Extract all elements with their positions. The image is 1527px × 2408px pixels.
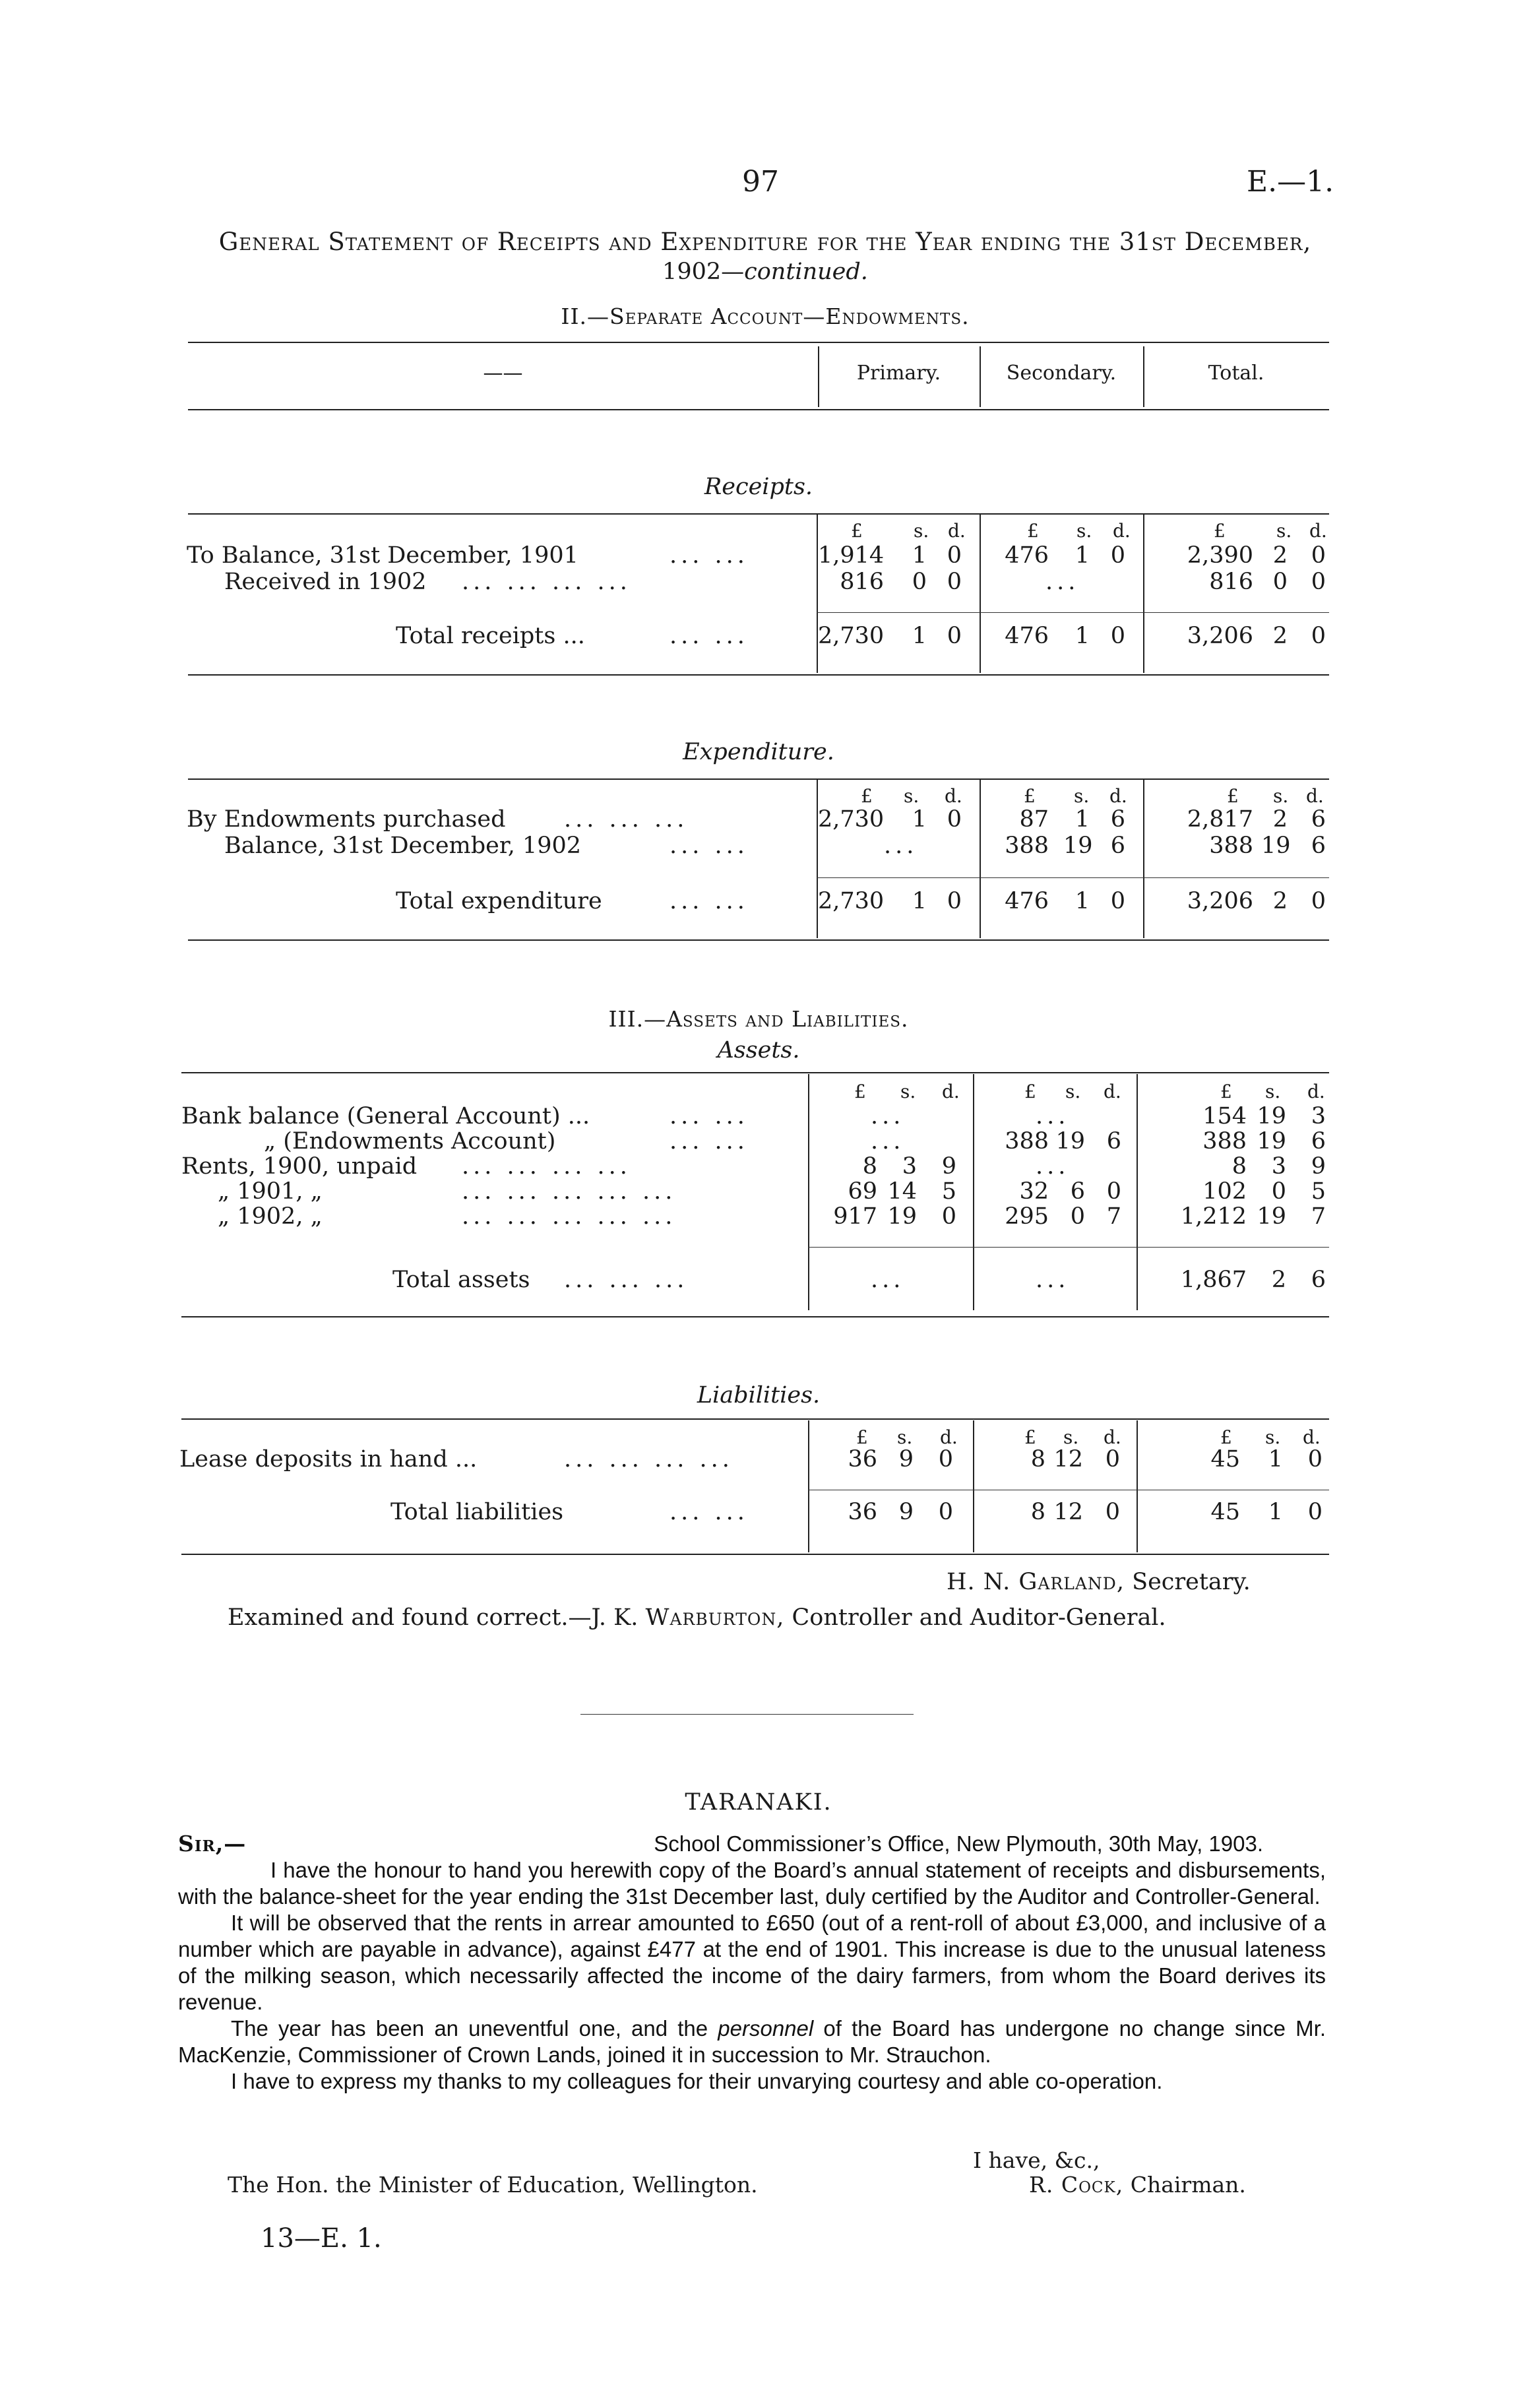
letter-paragraph-4: I have to express my thanks to my colleagues for their unvarying courtesy and able co-operation. — [231, 2069, 1163, 2093]
table-row-total: Total receipts ... ... ... 2,730 1 0 476 1 0 3,206 2 0 — [396, 623, 1326, 649]
expenditure-heading: Expenditure. — [683, 739, 834, 765]
table-row: Bank balance (General Account) ... ... ... ... ... 154 19 3 — [181, 1103, 1326, 1129]
expenditure-money-heads: £ s. d. £ s. d. £ s. d. — [861, 785, 1324, 807]
title-continued: continued. — [744, 259, 868, 285]
section-subtitle: II.—Separate Account—Endowments. — [561, 303, 970, 329]
letter-paragraph-3: The year has been an uneventful one, and the personnel of the Board has undergone no change since Mr. MacKenzie, Commissioner of Crown Lands, joined it in succession to Mr. Strauchon. — [178, 2016, 1326, 2067]
page-number: 97 — [742, 165, 779, 199]
statement-title — [171, 228, 1359, 256]
column-header-blank: —— — [483, 362, 523, 385]
table-row: Received in 1902 ... ... ... ... 816 0 0 ... 816 0 0 — [224, 569, 1326, 595]
table-row-total: Total expenditure ... ... 2,730 1 0 476 1 0 3,206 2 0 — [396, 888, 1326, 914]
column-header-total: Total. — [1208, 362, 1264, 385]
column-header-primary: Primary. — [856, 362, 941, 385]
examined-statement: Examined and found correct.—J. K. Warburton, Controller and Auditor-General. — [228, 1604, 1166, 1631]
section-divider — [580, 1714, 914, 1715]
statement-title-line1: General Statement of Receipts and Expenditure for the Year ending the 31st December, — [218, 228, 1312, 256]
statement-title-line2 — [171, 259, 1359, 285]
chairman-signature: R. Cock, Chairman. — [1029, 2172, 1246, 2198]
letter-heading: TARANAKI. — [685, 1789, 832, 1816]
assets-heading: Assets. — [717, 1037, 800, 1063]
letter-salutation-line — [178, 1831, 1326, 1857]
letter-addressee: The Hon. the Minister of Education, Wellington. — [228, 2172, 758, 2198]
letter-body — [178, 1831, 1326, 2095]
table-row: „ (Endowments Account) ... ... ... 388 19 6 388 19 6 — [264, 1128, 1326, 1155]
footer-mark: 13—E. 1. — [261, 2223, 382, 2254]
letter-address: School Commissioner’s Office, New Plymouth, 30th May, 1903. — [654, 1831, 1263, 1856]
liabilities-money-heads: £ s. d. £ s. d. £ s. d. — [856, 1426, 1321, 1448]
assets-liabilities-heading: III.—Assets and Liabilities. — [608, 1006, 909, 1032]
assets-money-heads: £ s. d. £ s. d. £ s. d. — [854, 1081, 1325, 1102]
table-row: Rents, 1900, unpaid ... ... ... ... 8 3 9 ... 8 3 9 — [181, 1153, 1326, 1180]
column-header-secondary: Secondary. — [1006, 362, 1117, 385]
letter-salutation: Sir,— — [178, 1831, 247, 1856]
letter-paragraph-2: It will be observed that the rents in arrear amounted to £650 (out of a rent-roll of about £3,000, and inclusive of a number which are payable in advance), against £477 at the end of 1901. This increase is due to the unusual lateness of the milking season, which necessarily affected the income of the dairy farmers, from whom the Board derives its revenue. — [178, 1911, 1326, 2014]
title-year: 1902— — [662, 259, 745, 285]
table-row-total: Total liabilities ... ... 36 9 0 8 12 0 45 1 0 — [390, 1499, 1323, 1525]
liabilities-heading: Liabilities. — [697, 1382, 821, 1409]
document-reference: E.—1. — [1247, 165, 1334, 199]
table-row: Lease deposits in hand ... ... ... ... ... 36 9 0 8 12 0 45 1 0 — [179, 1446, 1323, 1473]
receipts-money-heads: £ s. d. £ s. d. £ s. d. — [851, 520, 1327, 542]
table-row-total: Total assets ... ... ... ... ... 1,867 2 6 — [392, 1267, 1326, 1293]
table-row: Balance, 31st December, 1902 ... ... ... 388 19 6 388 19 6 — [224, 833, 1326, 859]
letter-paragraph-1: I have the honour to hand you herewith copy of the Board’s annual statement of receipts and disbursements, with the balance-sheet for the year ending the 31st December last, duly certified by the Auditor and Controller-General. — [178, 1858, 1326, 1909]
table-row: To Balance, 31st December, 1901 ... ... 1,914 1 0 476 1 0 2,390 2 0 — [187, 542, 1326, 569]
table-row: „ 1902, „ ... ... ... ... ... 917 19 0 295 0 7 1,212 19 7 — [218, 1203, 1326, 1230]
table-row: By Endowments purchased ... ... ... 2,730 1 0 87 1 6 2,817 2 6 — [187, 806, 1326, 833]
table-row: „ 1901, „ ... ... ... ... ... 69 14 5 32 6 0 102 0 5 — [218, 1178, 1326, 1205]
receipts-heading: Receipts. — [704, 474, 813, 500]
secretary-signature: H. N. Garland, Secretary. — [947, 1569, 1251, 1595]
letter-closing: I have, &c., — [973, 2147, 1100, 2173]
